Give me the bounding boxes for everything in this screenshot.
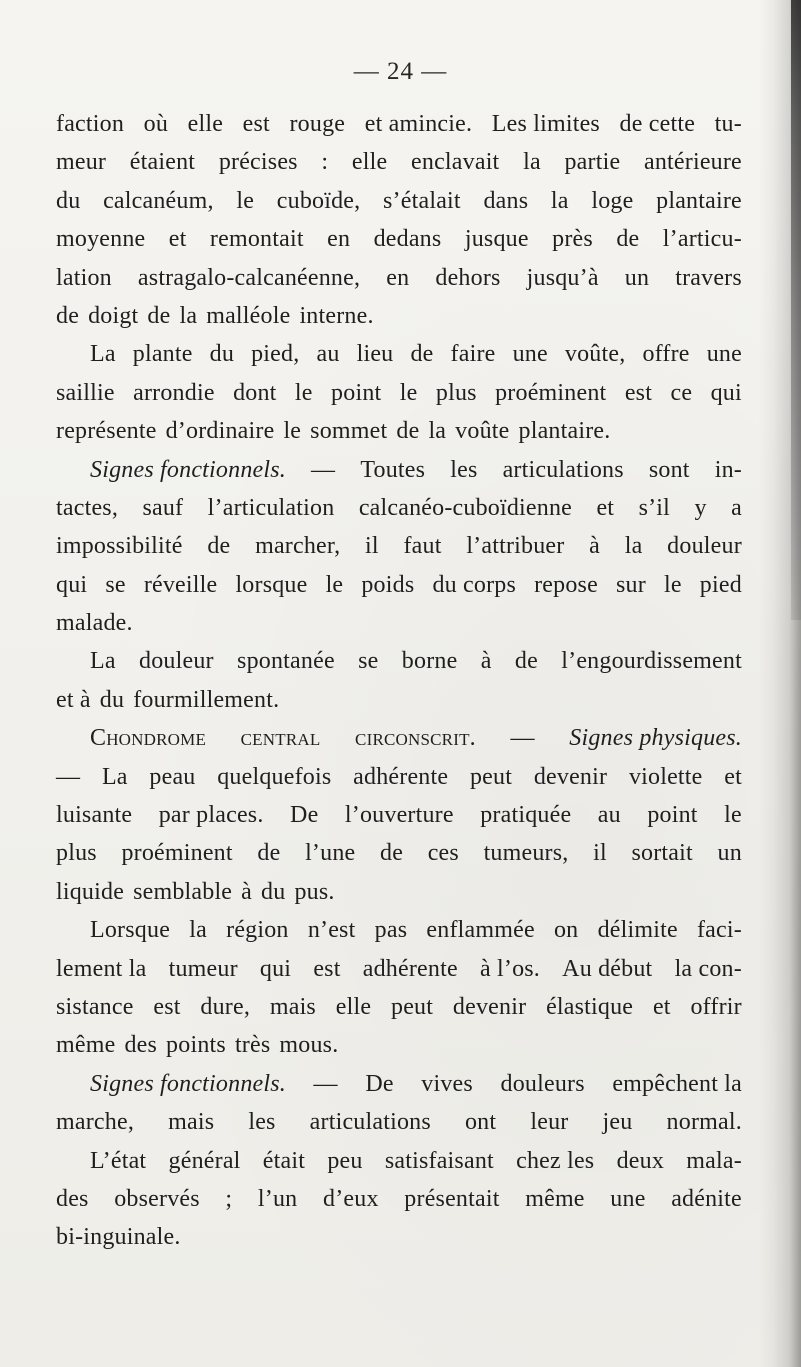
word: du (99, 686, 125, 713)
word: faction (56, 111, 125, 137)
word: une (610, 1185, 646, 1212)
text-line (56, 1180, 742, 1218)
word: du corps (432, 571, 517, 598)
word: près (552, 226, 593, 253)
word: en (386, 264, 410, 291)
word: quelquefois (217, 763, 332, 790)
word: pied (699, 571, 742, 598)
text-line (56, 719, 742, 757)
word: Signes fonctionnels. (90, 456, 286, 483)
word: Signes physiques. (569, 725, 742, 752)
word: sur (616, 571, 646, 598)
word: meur (56, 149, 107, 176)
word: satisfaisant (384, 1147, 494, 1174)
word: offre (642, 341, 690, 368)
word: de (396, 418, 420, 445)
word: bi-inguinale. (56, 1224, 181, 1251)
word: région (226, 917, 289, 944)
word: voûte, (564, 341, 626, 368)
word: on (553, 917, 579, 944)
word: représente (56, 418, 157, 445)
word: il (593, 840, 607, 867)
word: L’état (90, 1147, 147, 1174)
word: à (480, 648, 492, 675)
text-line (56, 1103, 742, 1141)
word: points (166, 1032, 226, 1059)
word: la (550, 187, 569, 214)
word: marcher, (255, 533, 341, 560)
word: qui (56, 571, 88, 598)
word: cuboïde, (276, 187, 361, 214)
word: se (358, 648, 379, 675)
word: par places. (158, 802, 264, 829)
word: elle (351, 149, 388, 176)
word: tumeur (168, 955, 238, 982)
word: violette (628, 763, 703, 790)
word: antérieure (643, 149, 742, 176)
word: de (380, 840, 404, 867)
word: saillie (56, 379, 115, 406)
word: spontanée (237, 648, 335, 675)
text-line (56, 1218, 742, 1256)
word: marche, (56, 1109, 135, 1136)
word: l’engourdissement (561, 648, 742, 675)
word: empêchent la (612, 1070, 742, 1097)
word: à (241, 878, 253, 905)
word: douleurs (500, 1070, 585, 1097)
word: mais (168, 1109, 215, 1136)
word: point (331, 379, 382, 406)
word: qui (710, 379, 742, 406)
text-line (56, 642, 742, 680)
word: plantaire (656, 187, 742, 214)
word: malade. (56, 610, 133, 637)
word: le (399, 379, 418, 406)
word: étaient (129, 149, 196, 176)
word: douleur (139, 648, 214, 675)
word: luisante (56, 802, 133, 829)
word: et amincie. (364, 111, 473, 137)
text-line (56, 220, 742, 258)
word: est (313, 955, 341, 982)
word: au (597, 802, 621, 829)
word: mais (269, 993, 316, 1020)
text-line (56, 604, 742, 642)
word: peu (327, 1147, 363, 1174)
text-line (56, 182, 742, 220)
text-line (56, 489, 742, 527)
word: un (717, 840, 742, 867)
text-line (56, 297, 742, 335)
word: calcanéum, (103, 187, 214, 214)
word: De (290, 802, 319, 829)
word: sommet (310, 418, 388, 445)
text-line (56, 105, 742, 143)
word: un (624, 264, 650, 291)
word: La (101, 763, 128, 790)
word: du (56, 187, 81, 214)
word: plus (56, 840, 97, 867)
word: — (313, 1070, 338, 1097)
word: à (589, 533, 601, 560)
word: les (450, 456, 478, 483)
word: — (311, 456, 336, 483)
word: ces (427, 840, 459, 867)
word: de (616, 226, 640, 253)
word: in- (714, 456, 742, 483)
word: au (316, 341, 340, 368)
word: l’articu- (662, 226, 742, 253)
text-line (56, 1142, 742, 1180)
word: l’un (257, 1185, 298, 1212)
word: observés (114, 1185, 200, 1212)
text-line (56, 451, 742, 489)
word: lation (56, 264, 112, 291)
word: la (189, 917, 207, 944)
word: plus (435, 379, 477, 406)
word: elle (187, 111, 224, 137)
word: ont (464, 1109, 497, 1136)
word: douleur (667, 533, 742, 560)
word: le (724, 802, 742, 829)
word: arrondie (133, 379, 215, 406)
word: voûte (455, 418, 510, 445)
word: lieu (356, 341, 394, 368)
word: le (283, 418, 302, 445)
body-text (56, 105, 742, 1257)
word: plante (132, 341, 193, 368)
word: même (56, 1032, 116, 1059)
text-line (56, 796, 742, 834)
word: le (294, 379, 313, 406)
word: Signes fonctionnels. (90, 1070, 286, 1097)
word: sont (648, 456, 690, 483)
word: dont (233, 379, 277, 406)
word: jusque (464, 226, 529, 253)
word: faci- (696, 917, 742, 944)
word: devenir (452, 993, 527, 1020)
word: Toutes (360, 456, 426, 483)
word: y (694, 494, 707, 521)
word: de (257, 840, 281, 867)
word: s’étalait (383, 187, 461, 214)
word: chez les (516, 1147, 595, 1174)
word: borne (401, 648, 458, 675)
text-line (56, 527, 742, 565)
word: même (525, 1185, 585, 1212)
word: astragalo-calcanéenne, (137, 264, 361, 291)
text-line (56, 374, 742, 412)
word: circonscrit. (355, 725, 476, 752)
word: sortait (631, 840, 693, 867)
word: une (512, 341, 548, 368)
word: du (209, 341, 235, 368)
word: tactes, (56, 494, 119, 521)
word: mala- (686, 1147, 742, 1174)
page-number: — 24 — (353, 58, 448, 85)
word: d’ordinaire (165, 418, 275, 445)
word: adhérente (362, 955, 458, 982)
word: est (624, 379, 653, 406)
word: l’articulation (207, 494, 335, 521)
word: devenir (533, 763, 608, 790)
word: l’ouverture (344, 802, 454, 829)
word: les (248, 1109, 276, 1136)
word: fourmillement. (133, 686, 280, 713)
word: leur (530, 1109, 569, 1136)
word: travers (675, 264, 742, 291)
text-line (56, 1026, 742, 1064)
word: a (731, 494, 742, 521)
word: deux (616, 1147, 665, 1174)
word: partie (564, 149, 621, 176)
text-line (56, 412, 742, 450)
word: le (664, 571, 682, 598)
word: Les limites (491, 111, 600, 137)
word: pratiquée (480, 802, 572, 829)
text-line (56, 259, 742, 297)
word: et (724, 763, 742, 790)
word: peau (149, 763, 196, 790)
word: il (365, 533, 379, 560)
word: l’une (305, 840, 356, 867)
word: — (510, 725, 535, 752)
word: la (179, 302, 198, 329)
word: le (325, 571, 344, 598)
word: sauf (142, 494, 184, 521)
word: se (105, 571, 126, 598)
word: la (428, 418, 447, 445)
word: adhérente (353, 763, 449, 790)
word: Au début (562, 955, 653, 982)
word: s’il (638, 494, 671, 521)
word: jeu (602, 1109, 633, 1136)
text-line (56, 335, 742, 373)
text-line (56, 143, 742, 181)
word: du (261, 878, 286, 905)
word: et à (56, 686, 91, 713)
word: l’attribuer (466, 533, 565, 560)
word: loge (591, 187, 634, 214)
word: La (90, 648, 116, 675)
word: vives (421, 1070, 473, 1097)
word: faire (450, 341, 496, 368)
word: réveille (143, 571, 218, 598)
word: repose (534, 571, 598, 598)
word: enclavait (411, 149, 500, 176)
word: poids (361, 571, 415, 598)
word: présentait (404, 1185, 500, 1212)
word: qui (259, 955, 292, 982)
text-line (56, 873, 742, 911)
word: pus. (294, 878, 335, 905)
word: pas (374, 917, 408, 944)
word: de (514, 648, 538, 675)
word: peut (469, 763, 513, 790)
word: adénite (671, 1185, 742, 1212)
word: liquide (56, 878, 125, 905)
word: élastique (546, 993, 634, 1020)
word: délimite (597, 917, 678, 944)
word: tumeurs, (483, 840, 569, 867)
word: — (56, 763, 81, 790)
page-edge-binding (791, 0, 801, 620)
word: n’est (307, 917, 356, 944)
word: la (624, 533, 643, 560)
word: et (652, 993, 671, 1020)
word: très (234, 1032, 271, 1059)
word: doigt (88, 302, 139, 329)
word: point (647, 802, 698, 829)
word: la (523, 149, 541, 176)
word: offrir (690, 993, 742, 1020)
word: enflammée (426, 917, 535, 944)
word: impossibilité (56, 533, 183, 560)
text-line (56, 1065, 742, 1103)
word: : (321, 149, 329, 176)
text-line (56, 834, 742, 872)
word: La (90, 341, 116, 368)
word: proéminent (495, 379, 607, 406)
word: jusqu’à (526, 264, 599, 291)
word: mous. (279, 1032, 339, 1059)
word: peut (391, 993, 434, 1020)
word: dans (483, 187, 529, 214)
word: de (147, 302, 171, 329)
word: dedans (373, 226, 442, 253)
word: de (207, 533, 231, 560)
word: la con- (674, 955, 742, 982)
word: et (168, 226, 187, 253)
word: à l’os. (479, 955, 541, 982)
word: de cette (619, 111, 696, 137)
word: malléole (206, 302, 291, 329)
word: elle (335, 993, 372, 1020)
word: sistance (56, 993, 134, 1020)
word: faut (403, 533, 442, 560)
word: général (168, 1147, 241, 1174)
word: semblable (133, 878, 233, 905)
word: des (124, 1032, 158, 1059)
word: plantaire. (518, 418, 611, 445)
word: était (262, 1147, 306, 1174)
word: une (706, 341, 742, 368)
word: tu- (714, 111, 742, 137)
word: Lorsque (90, 917, 171, 944)
word: ; (225, 1185, 233, 1212)
word: central (240, 725, 321, 752)
text-line (56, 566, 742, 604)
word: est (153, 993, 181, 1020)
word: dehors (435, 264, 501, 291)
word: et (596, 494, 615, 521)
word: de (56, 302, 80, 329)
word: De (365, 1070, 394, 1097)
word: où (143, 111, 169, 137)
word: dure, (200, 993, 251, 1020)
word: normal. (666, 1109, 742, 1136)
text-line (56, 950, 742, 988)
word: de (410, 341, 434, 368)
word: proéminent (121, 840, 233, 867)
word: des (56, 1185, 89, 1212)
word: lement la (56, 955, 147, 982)
word: interne. (299, 302, 374, 329)
text-line (56, 988, 742, 1026)
word: d’eux (323, 1185, 379, 1212)
text-line (56, 758, 742, 796)
word: est (242, 111, 270, 137)
word: Chondrome (90, 725, 207, 752)
word: articulations (309, 1109, 431, 1136)
word: articulations (502, 456, 624, 483)
word: précises (218, 149, 298, 176)
word: ce (670, 379, 693, 406)
text-line (56, 911, 742, 949)
word: le (236, 187, 255, 214)
text-line (56, 681, 742, 719)
word: en (327, 226, 351, 253)
word: lorsque (235, 571, 308, 598)
word: calcanéo-cuboïdienne (358, 494, 573, 521)
word: moyenne (56, 226, 146, 253)
word: rouge (289, 111, 346, 137)
word: remontait (209, 226, 304, 253)
word: pied, (251, 341, 300, 368)
